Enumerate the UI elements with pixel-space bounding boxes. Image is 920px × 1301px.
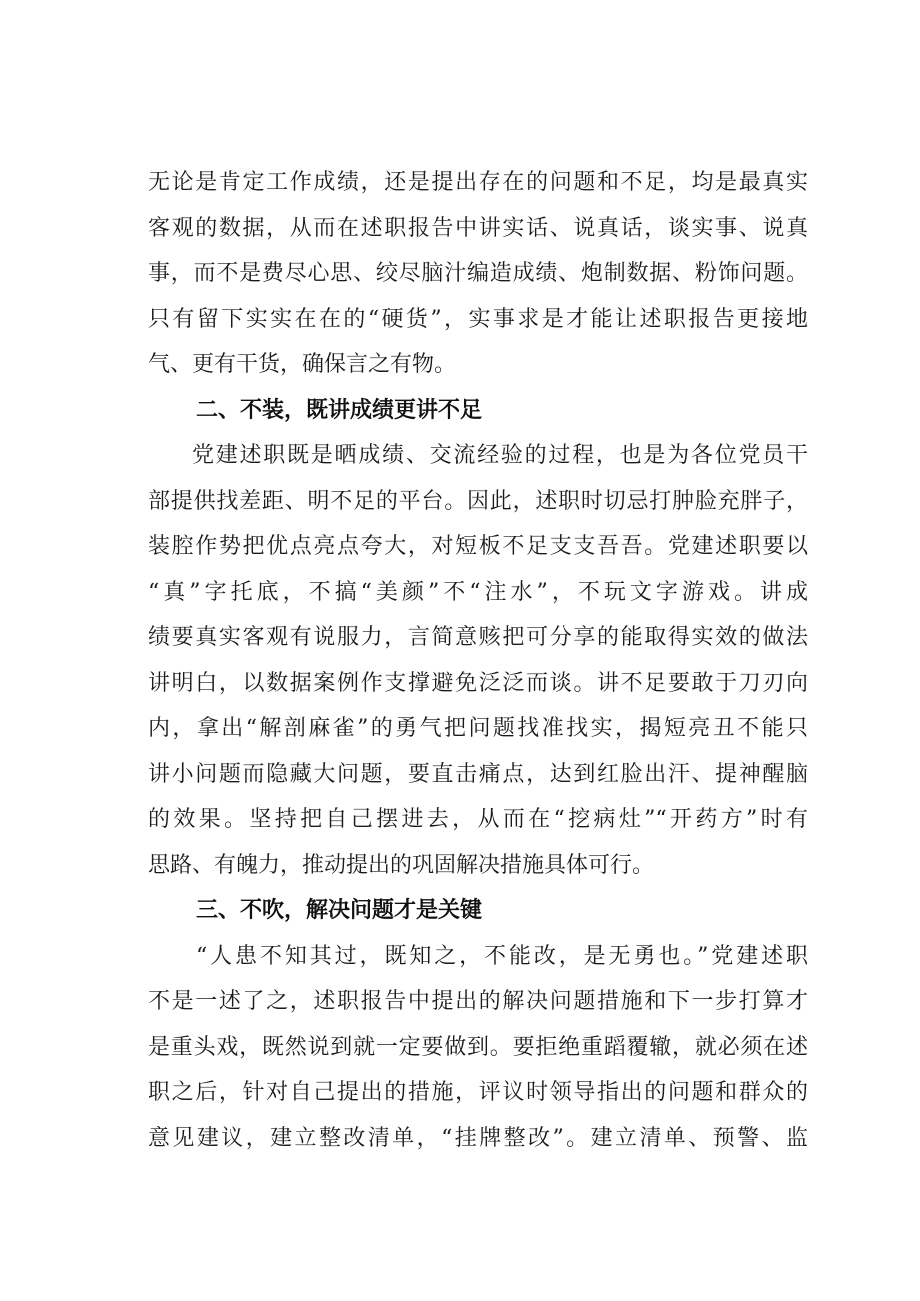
paragraph-line: 是重头戏，既然说到就一定要做到。要拒绝重蹈覆辙，就必须在述 <box>148 1034 808 1060</box>
paragraph-line: 客观的数据，从而在述职报告中讲实话、说真话，谈实事、说真 <box>148 215 808 241</box>
paragraph-line: 内，拿出“解剖麻雀”的勇气把问题找准找实，揭短亮丑不能只 <box>148 716 808 741</box>
paragraph-line: 事，而不是费尽心思、绞尽脑汁编造成绩、炮制数据、粉饰问题。 <box>148 261 808 286</box>
paragraph-line: 的效果。坚持把自己摆进去，从而在“挖病灶”“开药方”时有 <box>148 807 808 832</box>
paragraph-line: 讲小问题而隐藏大问题，要直击痛点，达到红脸出汗、提神醒脑 <box>148 761 808 787</box>
section-heading-3: 三、不吹，解决问题才是关键 <box>196 898 483 923</box>
paragraph-line: 装腔作势把优点亮点夸大，对短板不足支支吾吾。党建述职要以 <box>148 534 808 559</box>
document-body <box>148 160 808 1161</box>
paragraph-line: 部提供找差距、明不足的平台。因此，述职时切忌打肿脸充胖子， <box>148 488 808 514</box>
paragraph-line: 气、更有干货，确保言之有物。 <box>148 352 457 377</box>
paragraph-line: 意见建议，建立整改清单，“挂牌整改”。建立清单、预警、监 <box>148 1125 808 1151</box>
paragraph-line: “人患不知其过，既知之，不能改，是无勇也。”党建述职 <box>196 943 808 969</box>
paragraph-line: 只有留下实实在在的“硬货”，实事求是才能让述职报告更接地 <box>148 306 808 332</box>
paragraph-line: 无论是肯定工作成绩，还是提出存在的问题和不足，均是最真实 <box>148 170 808 195</box>
paragraph-line: 讲明白，以数据案例作支撑避免泛泛而谈。讲不足要敢于刀刃向 <box>148 670 808 696</box>
section-heading-2: 二、不装，既讲成绩更讲不足 <box>196 397 483 423</box>
paragraph-2 <box>148 433 808 888</box>
paragraph-3 <box>148 934 808 1162</box>
paragraph-line: 党建述职既是晒成绩、交流经验的过程，也是为各位党员干 <box>192 443 808 468</box>
paragraph-line: “真”字托底，不搞“美颜”不“注水”，不玩文字游戏。讲成 <box>148 579 808 605</box>
paragraph-line: 绩要真实客观有说服力，言简意赅把可分享的能取得实效的做法 <box>148 625 808 650</box>
paragraph-1 <box>148 160 808 388</box>
paragraph-line: 职之后，针对自己提出的措施，评议时领导指出的问题和群众的 <box>148 1080 808 1105</box>
paragraph-line: 思路、有魄力，推动提出的巩固解决措施具体可行。 <box>148 852 655 878</box>
paragraph-line: 不是一述了之，述职报告中提出的解决问题措施和下一步打算才 <box>148 989 808 1014</box>
